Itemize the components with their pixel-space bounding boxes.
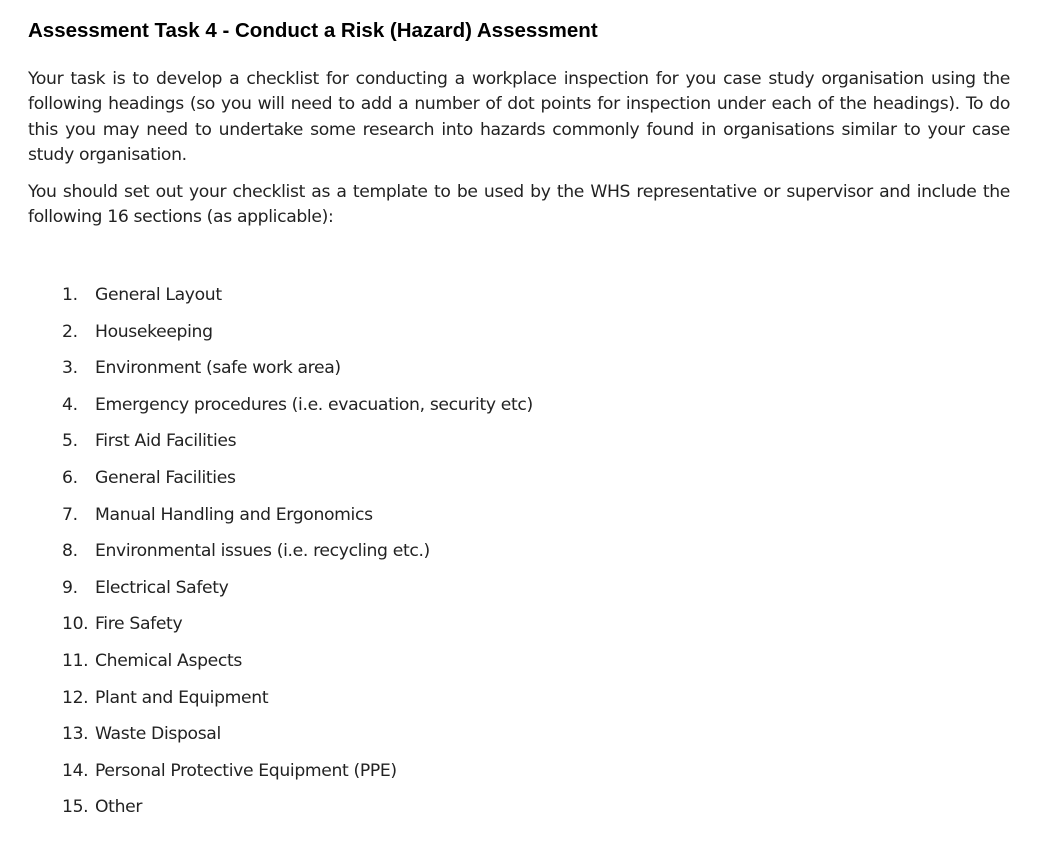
list-item xyxy=(62,576,533,613)
list-item-label: Personal Protective Equipment (PPE) xyxy=(95,760,397,781)
list-item xyxy=(62,429,533,466)
list-item xyxy=(62,612,533,649)
list-item-label: General Layout xyxy=(95,285,222,305)
list-item-number: 8. xyxy=(62,541,78,562)
list-item-number: 10. xyxy=(62,614,89,635)
list-item-number: 7. xyxy=(62,504,78,525)
list-item-label: Waste Disposal xyxy=(95,724,221,745)
list-item-number: 1. xyxy=(62,285,78,305)
list-item xyxy=(62,466,533,503)
list-item-number: 6. xyxy=(62,467,78,488)
list-item-label: Fire Safety xyxy=(95,614,183,635)
list-item-number: 5. xyxy=(62,431,78,452)
list-item-number: 11. xyxy=(62,650,89,671)
task-description-paragraph: Your task is to develop a checklist for conducting a workplace inspection for you case study organisation using the following headings (so you will need to add a number of dot points for inspection under each of the headings). To do this you may need to undertake some research into hazards commonly found in organisations similar to your case study organisation. xyxy=(28,69,1010,165)
sections-list xyxy=(62,283,533,832)
list-item-number: 14. xyxy=(62,760,89,781)
list-item-number: 4. xyxy=(62,394,78,415)
document-title: Assessment Task 4 - Conduct a Risk (Hazard) Assessment xyxy=(28,19,598,42)
list-item-number: 9. xyxy=(62,577,78,598)
list-item xyxy=(62,795,533,832)
list-item-label: Emergency procedures (i.e. evacuation, security etc) xyxy=(95,394,533,415)
list-item xyxy=(62,393,533,430)
list-item xyxy=(62,356,533,393)
list-item-label: Manual Handling and Ergonomics xyxy=(95,504,373,525)
list-item xyxy=(62,539,533,576)
list-item xyxy=(62,686,533,723)
list-item-label: Housekeeping xyxy=(95,321,213,342)
list-item-label: First Aid Facilities xyxy=(95,431,237,452)
list-item xyxy=(62,320,533,357)
list-item-number: 2. xyxy=(62,321,78,342)
list-item xyxy=(62,722,533,759)
list-item-number: 3. xyxy=(62,358,78,379)
list-item-number: 12. xyxy=(62,687,89,708)
list-item-number: 15. xyxy=(62,797,89,818)
checklist-instructions-paragraph: You should set out your checklist as a template to be used by the WHS representative or supervisor and include the following 16 sections (as applicable): xyxy=(28,182,1010,228)
list-item-label: Environment (safe work area) xyxy=(95,358,341,379)
list-item-label: Electrical Safety xyxy=(95,577,229,598)
list-item-label: General Facilities xyxy=(95,467,236,488)
list-item xyxy=(62,283,533,320)
list-item-label: Environmental issues (i.e. recycling etc.) xyxy=(95,541,430,562)
list-item-label: Plant and Equipment xyxy=(95,687,269,708)
list-item-label: Chemical Aspects xyxy=(95,650,242,671)
list-item xyxy=(62,649,533,686)
list-item-label: Other xyxy=(95,797,143,818)
list-item xyxy=(62,503,533,540)
list-item xyxy=(62,759,533,796)
list-item-number: 13. xyxy=(62,724,89,745)
